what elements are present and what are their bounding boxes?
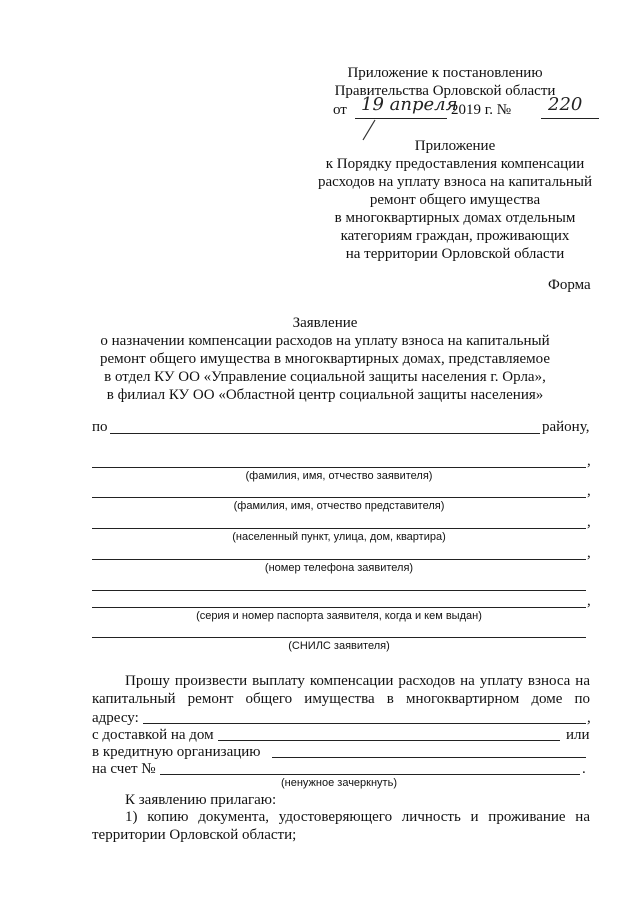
appendix-line-7: на территории Орловской области bbox=[345, 246, 565, 262]
appendix-line-5: в многоквартирных домах отдельным bbox=[334, 210, 576, 226]
date-prefix: от bbox=[333, 102, 347, 118]
district-field[interactable] bbox=[110, 433, 540, 434]
address-label: адресу: bbox=[92, 710, 139, 726]
attach-label: К заявлению прилагаю: bbox=[125, 792, 277, 808]
number-underline bbox=[541, 118, 599, 119]
strike-note: (ненужное зачеркнуть) bbox=[281, 777, 397, 789]
district-prefix: по bbox=[92, 419, 108, 435]
address-caption: (населенный пункт, улица, дом, квартира) bbox=[232, 531, 446, 543]
credit-org-field[interactable] bbox=[272, 757, 586, 758]
appendix-line-1: Приложение bbox=[414, 138, 496, 154]
passport-caption: (серия и номер паспорта заявителя, когда и кем выдан) bbox=[196, 610, 482, 622]
phone-field[interactable] bbox=[92, 559, 586, 560]
title-line-3: ремонт общего имущества в многоквартирных домах, представляемое bbox=[100, 351, 550, 367]
number-handwritten: 220 bbox=[548, 94, 583, 115]
comma: , bbox=[587, 545, 591, 561]
comma: , bbox=[587, 453, 591, 469]
credit-org-label: в кредитную организацию bbox=[92, 744, 261, 760]
applicant-name-field[interactable] bbox=[92, 467, 586, 468]
passport-field-line-1[interactable] bbox=[92, 590, 586, 591]
account-field[interactable] bbox=[160, 774, 580, 775]
request-text-1: Прошу произвести выплату компенсации расходов на уплату взноса на bbox=[125, 673, 590, 689]
decree-line-1: Приложение к постановлению bbox=[347, 65, 543, 81]
title-line-4: в отдел КУ ОО «Управление социальной защиты населения г. Орла», bbox=[104, 369, 546, 385]
delivery-field[interactable] bbox=[218, 740, 560, 741]
comma: , bbox=[587, 710, 591, 726]
snils-caption: (СНИЛС заявителя) bbox=[288, 640, 390, 652]
title-line-1: Заявление bbox=[292, 315, 358, 331]
account-label: на счет № bbox=[92, 761, 156, 777]
passport-field-line-2[interactable] bbox=[92, 607, 586, 608]
comma: , bbox=[587, 514, 591, 530]
comma: , bbox=[587, 593, 591, 609]
payment-address-field[interactable] bbox=[143, 723, 586, 724]
representative-name-field[interactable] bbox=[92, 497, 586, 498]
appendix-line-6: категориям граждан, проживающих bbox=[340, 228, 570, 244]
appendix-block bbox=[310, 137, 600, 263]
appendix-line-3: расходов на уплату взноса на капитальный bbox=[317, 174, 593, 190]
title-line-5: в филиал КУ ОО «Областной центр социальной защиты населения» bbox=[106, 387, 544, 403]
district-suffix: району, bbox=[542, 419, 590, 435]
phone-caption: (номер телефона заявителя) bbox=[264, 562, 414, 574]
attach-item-1-text-2: территории Орловской области; bbox=[92, 827, 297, 843]
representative-name-caption: (фамилия, имя, отчество представителя) bbox=[233, 500, 445, 512]
date-year: 2019 г. № bbox=[451, 102, 512, 118]
appendix-line-2: к Порядку предоставления компенсации bbox=[325, 156, 585, 172]
attach-item-1-line-1 bbox=[125, 808, 590, 826]
decree-line-2: Правительства Орловской области bbox=[334, 83, 556, 99]
request-line-1 bbox=[125, 672, 590, 690]
appendix-line-4: ремонт общего имущества bbox=[369, 192, 541, 208]
or-label: или bbox=[566, 727, 590, 743]
date-handwritten: 19 апреля bbox=[361, 94, 458, 115]
request-line-2 bbox=[92, 690, 590, 708]
title-line-2: о назначении компенсации расходов на уплату взноса на капитальный bbox=[100, 333, 550, 349]
document-title bbox=[80, 314, 570, 404]
request-text-2: капитальный ремонт общего имущества в многоквартирном доме по bbox=[92, 691, 590, 707]
attach-item-1-text-1: 1) копию документа, удостоверяющего личность и проживание на bbox=[125, 809, 590, 825]
applicant-name-caption: (фамилия, имя, отчество заявителя) bbox=[245, 470, 433, 482]
address-field[interactable] bbox=[92, 528, 586, 529]
form-label: Форма bbox=[548, 277, 591, 293]
comma: , bbox=[587, 483, 591, 499]
snils-field[interactable] bbox=[92, 637, 586, 638]
period: . bbox=[582, 761, 586, 777]
delivery-label: с доставкой на дом bbox=[92, 727, 214, 743]
